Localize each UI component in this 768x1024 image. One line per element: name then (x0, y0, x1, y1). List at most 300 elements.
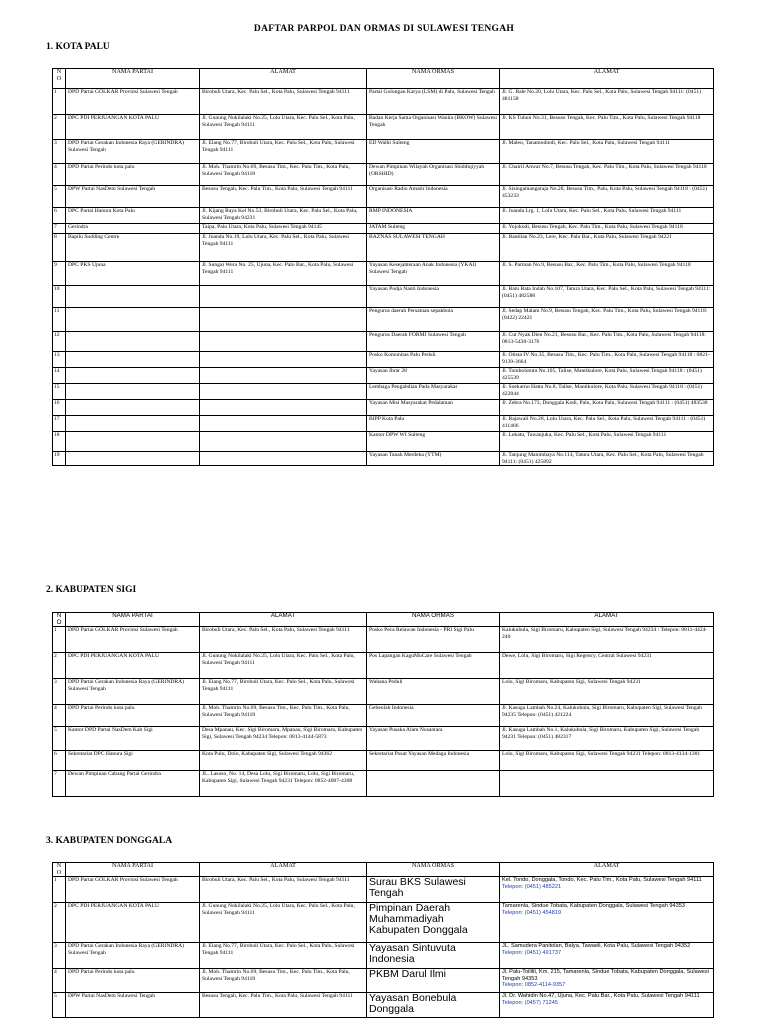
cell-ormas (367, 943, 500, 969)
cell-partai (66, 432, 200, 452)
cell-text: Jl. Moh. Thamrin No.69, Besusu Tim., Kec. Palu Tim., Kota Palu, Sulawesi Tengah 94118 (202, 705, 350, 718)
cell-text: Dewan Pimpinan Wilayah Organisasi Shiddiqiyyah (ORSHID) (369, 164, 485, 177)
cell-alamat (200, 352, 367, 368)
cell-text: Besusu Tengah, Kec. Palu Tim., Kota Palu, Sulawesi Tengah 94111 (202, 186, 353, 192)
cell-text: Jl. Sedap Malam No.9, Besusu Tengah, Kec. Palu Tim., Kota Palu, Sulawesi Tengah 94118: (0422) 22421 (502, 308, 708, 321)
cell-no (53, 332, 66, 352)
cell-text: Partai Golongan Karya (LSM) di Palu, Sulawesi Tengah (369, 89, 495, 95)
cell-partai (66, 727, 200, 751)
cell-partai (66, 751, 200, 771)
cell-alamat2 (500, 234, 714, 262)
cell-text: Jl. Elang No.77, Birobuli Utara, Kec. Palu Sel., Kota Palu, Sulawesi Tengah 94111 (202, 140, 355, 153)
column-header-alamat: ALAMAT (200, 863, 367, 877)
table-row (53, 993, 714, 1018)
cell-text: Jl. Bantilan No.23, Lere, Kec. Palu Bar., Kota Palu, Sulawesi Tengah 94221 (502, 234, 672, 240)
cell-text: Pengurus daerah Persatuan sepakbola (369, 308, 454, 314)
table-row (53, 653, 714, 679)
cell-alamat2 (500, 877, 714, 903)
cell-text: JL. Lasoso, No. 14, Desa Lolu, Sigi Biromaru, Lolu, Sigi Biromaru, Kabupaten Sigi, Sulawesi Tengah 94231 Telepon: 0852-4007-4308 (202, 771, 355, 784)
cell-text: Jl. G. Bale No.20, Lolu Utara, Kec. Palu Sel., Kota Palu, Sulawesi Tengah 94111: (0451) 481158 (502, 89, 702, 102)
section-title-kabupaten-donggala: 3. KABUPATEN DONGGALA (46, 836, 173, 846)
cell-text: BIPP Kota Palu (369, 416, 405, 422)
cell-alamat (200, 751, 367, 771)
column-header-no: N O (53, 69, 66, 89)
cell-ormas (367, 384, 500, 400)
table-row (53, 332, 714, 352)
cell-no (53, 186, 66, 208)
cell-alamat2 (500, 352, 714, 368)
cell-text: 4 (54, 969, 57, 976)
column-header-nama-partai: NAMA PARTAI (66, 863, 200, 877)
cell-text: Yayasan Bonebula Donggala (369, 992, 457, 1016)
cell-partai (66, 400, 200, 416)
cell-alamat (200, 262, 367, 286)
cell-text: 14 (54, 368, 60, 374)
cell-text: 2 (54, 903, 57, 910)
cell-no (53, 140, 66, 164)
cell-text: Yayasan Pudja Nanti Indonesia (369, 286, 439, 292)
phone-link[interactable]: Telepon: (0451) 491737 (502, 949, 562, 956)
column-header-alamat: ALAMAT (200, 69, 367, 89)
cell-text: ED Walhi Sulteng (369, 140, 410, 146)
cell-alamat (200, 653, 367, 679)
section-title-kota-palu: 1. KOTA PALU (46, 42, 110, 52)
cell-alamat2 (500, 416, 714, 432)
cell-text: Kantor DPW WI Sulteng (369, 432, 426, 438)
cell-no (53, 969, 66, 993)
cell-alamat (200, 627, 367, 653)
cell-alamat2 (500, 705, 714, 727)
table-row (53, 416, 714, 432)
cell-text: Jl. KS Tubun No.31, Besusu Tengah, Kec. Palu Tim., Kota Palu, Sulawesi Tengah 94118 (502, 115, 701, 121)
cell-text: DPD Partai GOLKAR Provinsi Sulawesi Tengah (68, 89, 178, 95)
cell-text: Jl. Maleo, Tanamodindi, Kec. Palu Sel., Kota Palu, Sulawesi Tengah 94111 (502, 140, 671, 146)
cell-text: DPD Partai Gerakan Indonesia Raya (GERINDRA) Sulawesi Tengah (68, 679, 185, 692)
cell-alamat (200, 993, 367, 1018)
cell-partai (66, 186, 200, 208)
cell-text: Jl. Dr. Wahidin No.47, Ujuna, Kec. Palu Bar., Kota Palu, Sulawesi Tengah 94111 (502, 993, 700, 1000)
cell-text: Wahana Peduli (369, 679, 403, 686)
column-header-alamat: ALAMAT (200, 613, 367, 627)
cell-text: Kel. Tondo, Donggala, Tondo, Kec. Palu Tim., Kota Palu, Sulawesi Tengah 94111 (502, 877, 702, 884)
cell-text: Jl. Elang No.77, Birobuli Utara, Kec. Palu Sel., Kota Palu, Sulawesi Tengah 94111 (202, 943, 355, 956)
cell-alamat (200, 208, 367, 224)
cell-no (53, 727, 66, 751)
cell-partai (66, 452, 200, 466)
cell-partai (66, 234, 200, 262)
cell-ormas (367, 416, 500, 432)
cell-alamat (200, 384, 367, 400)
cell-partai (66, 771, 200, 797)
cell-text: Birobuli Utara, Kec. Palu Sel., Kota Palu, Sulawesi Tengah 94111 (202, 89, 350, 95)
cell-text: Jl. Chairil Anwar No.7, Besusu Tengah, Kec. Palu Tim., Kota Palu, Sulawesi Tengah 94118 (502, 164, 707, 170)
cell-text: Jl. Cut Nyak Dien No.21, Besusu Bar., Kec. Palu Tim., Kota Palu, Sulawesi Tengah 94118: 0813-5430-3176 (502, 332, 706, 345)
cell-text: 17 (54, 416, 60, 422)
cell-ormas (367, 89, 500, 115)
cell-ormas (367, 432, 500, 452)
cell-ormas (367, 400, 500, 416)
cell-no (53, 286, 66, 308)
table-row (53, 368, 714, 384)
cell-text: 15 (54, 384, 60, 390)
cell-alamat2 (500, 140, 714, 164)
cell-partai (66, 993, 200, 1018)
cell-alamat2 (500, 89, 714, 115)
cell-text: Tamarenla, Sindue Tobata, Kabupaten Donggala, Sulawesi Tengah 94353 (502, 903, 685, 910)
cell-alamat2 (500, 286, 714, 308)
cell-no (53, 751, 66, 771)
cell-no (53, 705, 66, 727)
cell-text: RMP INDONESIA (369, 208, 413, 214)
table-kota-palu (52, 68, 714, 466)
table-row (53, 432, 714, 452)
cell-text: Yayasan Tanah Merdeka (YTM) (369, 452, 442, 458)
column-header-alamat2: ALAMAT (500, 863, 714, 877)
cell-text: DPC PKS Ujuna (68, 262, 106, 268)
cell-alamat2 (500, 452, 714, 466)
cell-alamat (200, 877, 367, 903)
cell-text: 7 (54, 224, 57, 230)
cell-alamat2 (500, 400, 714, 416)
cell-alamat (200, 234, 367, 262)
cell-text: Dewan Pimpinan Cabang Partai Gerindra (68, 771, 161, 778)
cell-ormas (367, 234, 500, 262)
cell-text: 18 (54, 432, 60, 438)
cell-alamat (200, 224, 367, 234)
cell-no (53, 234, 66, 262)
cell-text: 12 (54, 332, 60, 338)
cell-text: Lembaga Pengabdian Pada Masyarakat (369, 384, 458, 390)
cell-text: DPC Partai Hanura Kota Palu (68, 208, 135, 214)
cell-ormas (367, 727, 500, 751)
cell-text: Jl. Gunung Nokilalaki No.25, Lolu Utara, Kec. Palu Sel., Kota Palu, Sulawesi Tengah 94111 (202, 903, 355, 916)
cell-alamat2 (500, 368, 714, 384)
cell-partai (66, 115, 200, 140)
table-header-row (53, 863, 714, 877)
cell-partai (66, 679, 200, 705)
cell-ormas (367, 115, 500, 140)
table-row (53, 400, 714, 416)
cell-text: Jl. Kasuga Lambah No.24, Kalukubula, Sigi Biromaru, Kabupaten Sigi, Sulawesi Tengah 94235 Telepon: (0451) 421224 (502, 705, 702, 718)
cell-text: Posko Komunitas Palu Peduli (369, 352, 436, 358)
cell-text: Jl. Sisingamangaraja No.28, Besusu Tim., Palu, Kota Palu, Sulawesi Tengah 94118 : (0451) 453233 (502, 186, 708, 199)
cell-alamat2 (500, 308, 714, 332)
table-row (53, 286, 714, 308)
cell-text: DPD Partai Perindo kota palu (68, 164, 135, 170)
column-header-no: N O (53, 863, 66, 877)
phone-link[interactable]: Telepon: (0457) 71245 (502, 999, 558, 1006)
cell-partai (66, 416, 200, 432)
cell-no (53, 384, 66, 400)
cell-alamat (200, 332, 367, 352)
cell-ormas (367, 653, 500, 679)
cell-ormas (367, 368, 500, 384)
cell-text: Jl. Gunung Nokilalaki No.25, Lolu Utara, Kec. Palu Sel., Kota Palu, Sulawesi Tengah 94111 (202, 115, 355, 128)
cell-text: Badan Kerja Sama Organisasi Wanita (BKOW) Sulawesi Tengah (369, 115, 497, 128)
cell-text: Posko Peca Relawan Indonesia - PRI Sigi Palu (369, 627, 474, 634)
cell-alamat2 (500, 727, 714, 751)
cell-partai (66, 286, 200, 308)
cell-text: 16 (54, 400, 60, 406)
cell-ormas (367, 751, 500, 771)
cell-text: Pengurus Daerah FORMI Sulawesi Tengah (369, 332, 466, 338)
phone-link[interactable]: Telepon: (0451) 485221 (502, 883, 562, 890)
cell-no (53, 943, 66, 969)
cell-alamat2 (500, 115, 714, 140)
cell-text: Jl. Sungai Wera No. 25, Ujuna, Kec. Palu Bar., Kota Palu, Sulawesi Tengah 94111 (202, 262, 354, 275)
cell-text: DPD Partai GOLKAR Provinsi Sulawesi Tengah (68, 627, 178, 634)
cell-text: 5 (54, 727, 57, 734)
cell-text: DPD Partai GOLKAR Provinsi Sulawesi Tengah (68, 877, 178, 884)
cell-alamat (200, 432, 367, 452)
table-row (53, 262, 714, 286)
cell-text: DPC PDI PERJUANGAN KOTA PALU (68, 115, 160, 121)
cell-text: Organisasi Radio Amatir Indonesia (369, 186, 448, 192)
cell-text: PKBM Darul Ilmi (369, 968, 447, 981)
cell-alamat (200, 164, 367, 186)
cell-alamat (200, 115, 367, 140)
cell-partai (66, 208, 200, 224)
cell-text: Jl. Palu-Toililit, Km. 215, Tamarenla, Sindue Tobata, Kabupaten Donggala, Sulawesi Tengah 94353 (502, 969, 709, 982)
cell-text: Yayasan Kesejahteraan Anak Indonesia (YKAI) Sulawesi Tengah (369, 262, 477, 275)
cell-text: Gebeolab Indonesia (369, 705, 414, 712)
cell-text: Jl. Elang No.77, Birobuli Utara, Kec. Palu Sel., Kota Palu, Sulawesi Tengah 94111 (202, 679, 355, 692)
cell-ormas (367, 627, 500, 653)
cell-text: 3 (54, 943, 57, 950)
cell-text: 11 (54, 308, 60, 314)
table-row (53, 943, 714, 969)
cell-alamat (200, 771, 367, 797)
cell-partai (66, 262, 200, 286)
section-title-kabupaten-sigi: 2. KABUPATEN SIGI (46, 585, 137, 595)
cell-partai (66, 332, 200, 352)
column-header-nama-ormas: NAMA ORMAS (367, 69, 500, 89)
cell-text: 8 (54, 234, 57, 240)
cell-text: Dewe, Lolu, Sigi Biromaru, Sigi Regency, Central Sulawesi 94231 (502, 653, 652, 660)
cell-alamat (200, 368, 367, 384)
cell-alamat2 (500, 332, 714, 352)
cell-no (53, 452, 66, 466)
cell-no (53, 400, 66, 416)
cell-text: DPW Partai NasDem Sulawesi Tengah (68, 186, 156, 192)
cell-text: Jl. S. Parman No.9, Besusu Bar., Kec. Palu Tim., Kota Palu, Sulawesi Tengah 94118 (502, 262, 691, 268)
table-row (53, 234, 714, 262)
cell-no (53, 208, 66, 224)
cell-partai (66, 877, 200, 903)
cell-ormas (367, 705, 500, 727)
table-row (53, 727, 714, 751)
cell-alamat2 (500, 262, 714, 286)
column-header-nama-ormas: NAMA ORMAS (367, 863, 500, 877)
cell-alamat2 (500, 627, 714, 653)
cell-ormas (367, 969, 500, 993)
cell-text: Gerindra (68, 224, 88, 230)
cell-ormas (367, 286, 500, 308)
cell-ormas (367, 308, 500, 332)
cell-text: Jl. Soekarno Hatta No.8, Talise, Mantikulore, Kota Palu, Sulawesi Tengah 94118 : (0451) 422844 (502, 384, 703, 397)
cell-text: 6 (54, 751, 57, 758)
cell-text: Jl. Juanda Lrg. 1, Lolu Utara, Kec. Palu Sel., Kota Palu, Sulawesi Tengah 94111 (502, 208, 682, 214)
table-row (53, 115, 714, 140)
cell-alamat (200, 943, 367, 969)
cell-text: Jl. Moh. Thamrin No.69, Besusu Tim., Kec. Palu Tim., Kota Palu, Sulawesi Tengah 94118 (202, 164, 350, 177)
cell-text: BAZNAS SULAWESI TENGAH (369, 234, 445, 240)
document-title: DAFTAR PARPOL DAN ORMAS DI SULAWESI TENGAH (253, 24, 515, 34)
cell-alamat2 (500, 208, 714, 224)
cell-alamat (200, 308, 367, 332)
cell-text: 10 (54, 286, 60, 292)
cell-alamat (200, 186, 367, 208)
cell-text: Jl. Kasuga Lambah No.1, Kalukubula, Sigi Biromaru, Kabupaten Sigi, Sulawesi Tengah 94231 Telepon: (0451) 482317 (502, 727, 700, 740)
table-row (53, 903, 714, 943)
cell-text: Jl. Batu Bata Indah No.107, Tatura Utara, Kec. Palu Sel., Kota Palu, Sulawesi Tengah 94111: (0451) 482588 (502, 286, 711, 299)
cell-no (53, 352, 66, 368)
table-row (53, 140, 714, 164)
cell-no (53, 115, 66, 140)
table-header-row (53, 613, 714, 627)
cell-alamat (200, 679, 367, 705)
cell-text: 4 (54, 705, 57, 712)
cell-text: Desa Mpanau, Kec. Sigi Biromaru, Mpanau, Sigi Biromaru, Kabupaten Sigi, Sulawesi Tengah 94234 Telepon: 0813-4144-5873 (202, 727, 363, 740)
cell-text: DPD Partai Perindo kota palu (68, 705, 135, 712)
table-row (53, 969, 714, 993)
column-header-alamat2: ALAMAT (500, 69, 714, 89)
cell-text: Pos Lapangan KaguMuCare Sulawesi Tengah (369, 653, 472, 660)
cell-alamat (200, 705, 367, 727)
cell-alamat (200, 89, 367, 115)
cell-text: Pimpinan Daerah Muhammadiyah Kabupaten Donggala (369, 902, 468, 937)
cell-no (53, 679, 66, 705)
cell-no (53, 368, 66, 384)
table-row (53, 452, 714, 466)
cell-partai (66, 89, 200, 115)
cell-text: 5 (54, 186, 57, 192)
cell-text: Lolu, Sigi Biromaru, Kabupaten Sigi, Sulawesi Tengah 94231 (502, 679, 641, 686)
column-header-alamat2: ALAMAT (500, 613, 714, 627)
cell-text: Sekretariat Pusat Yayasan Medaga Indonesia (369, 751, 470, 758)
cell-text: Bapilu Sudding Centre (68, 234, 120, 240)
cell-text: 6 (54, 208, 57, 214)
column-header-nama-partai: NAMA PARTAI (66, 613, 200, 627)
table-row (53, 352, 714, 368)
cell-partai (66, 653, 200, 679)
cell-text: Jl. Otista IV No.35, Besusu Tim., Kec. Palu Tim., Kota Palu, Sulawesi Tengah 94118 : 0821-9139-3664 (502, 352, 710, 365)
cell-text: DPC PDI PERJUANGAN KOTA PALU (68, 653, 160, 660)
cell-text: Jl. Kijang Raya Kel No.53, Birobuli Utara, Kec. Palu Sel., Kota Palu, Sulawesi Tengah 94231 (202, 208, 358, 221)
cell-partai (66, 368, 200, 384)
cell-partai (66, 352, 200, 368)
cell-text: DPD Partai Gerakan Indonesia Raya (GERINDRA) Sulawesi Tengah (68, 140, 185, 153)
cell-text: Besusu Tengah, Kec. Palu Tim., Kota Palu, Sulawesi Tengah 94111 (202, 993, 353, 1000)
phone-link[interactable]: Telepon: (0451) 454819 (502, 909, 562, 916)
table-row (53, 384, 714, 400)
table-row (53, 89, 714, 115)
cell-text: Yayasan Pusaka Alam Nusantara (369, 727, 443, 734)
cell-text: DPD Partai Gerakan Indonesia Raya (GERINDRA) Sulawesi Tengah (68, 943, 185, 956)
cell-partai (66, 384, 200, 400)
cell-text: Jl. Lekatu, Tawanjuka, Kec. Palu Sel., Kota Palu, Sulawesi Tengah 94111 (502, 432, 667, 438)
table-row (53, 208, 714, 224)
cell-alamat2 (500, 903, 714, 943)
cell-partai (66, 224, 200, 234)
cell-no (53, 627, 66, 653)
cell-alamat (200, 452, 367, 466)
cell-no (53, 416, 66, 432)
cell-no (53, 164, 66, 186)
cell-no (53, 771, 66, 797)
column-header-nama-ormas: NAMA ORMAS (367, 613, 500, 627)
cell-text: Jl. Yojokodi, Besusu Tengah, Kec. Palu Tim., Kota Palu, Sulawesi Tengah 94118 (502, 224, 683, 230)
table-row (53, 679, 714, 705)
cell-partai (66, 969, 200, 993)
cell-text: DPD Partai Perindo kota palu (68, 969, 135, 976)
cell-text: Kantor DPD Partai NasDem Kab Sigi (68, 727, 153, 734)
cell-ormas (367, 352, 500, 368)
cell-text: 3 (54, 679, 57, 686)
cell-text: JL. Samudera Panitolan, Balya, Tawaeli, Kota Palu, Sulawesi Tengah 94352 (502, 943, 691, 950)
cell-text: 2 (54, 115, 57, 121)
cell-alamat2 (500, 164, 714, 186)
cell-text: JATAM Sulteng (369, 224, 406, 230)
cell-alamat2 (500, 679, 714, 705)
cell-text: 1 (54, 627, 57, 634)
phone-link[interactable]: Telepon: 0852-4114-9357 (502, 982, 566, 989)
table-row (53, 751, 714, 771)
cell-ormas (367, 208, 500, 224)
cell-text: 5 (54, 993, 57, 1000)
table-kabupaten-sigi (52, 612, 714, 797)
cell-no (53, 877, 66, 903)
cell-alamat2 (500, 969, 714, 993)
cell-text: 4 (54, 164, 57, 170)
cell-ormas (367, 993, 500, 1018)
cell-no (53, 89, 66, 115)
table-header-row (53, 69, 714, 89)
cell-text: Birobuli Utara, Kec. Palu Sel., Kota Palu, Sulawesi Tengah 94111 (202, 627, 350, 634)
table-row (53, 224, 714, 234)
cell-no (53, 262, 66, 286)
cell-text: Birobuli Utara, Kec. Palu Sel., Kota Palu, Sulawesi Tengah 94111 (202, 877, 350, 884)
cell-ormas (367, 186, 500, 208)
cell-text: Kota Pulu, Dolo, Kabupaten Sigi, Sulawesi Tengah 94362 (202, 751, 333, 758)
cell-text: 19 (54, 452, 60, 458)
cell-ormas (367, 452, 500, 466)
cell-text: Surau BKS Sulawesi Tengah (369, 876, 466, 900)
cell-alamat2 (500, 751, 714, 771)
cell-partai (66, 140, 200, 164)
table-row (53, 164, 714, 186)
column-header-no: N O (53, 613, 66, 627)
cell-ormas (367, 332, 500, 352)
cell-alamat2 (500, 771, 714, 797)
cell-partai (66, 627, 200, 653)
cell-no (53, 224, 66, 234)
cell-alamat2 (500, 384, 714, 400)
table-row (53, 308, 714, 332)
cell-partai (66, 164, 200, 186)
cell-text: 1 (54, 89, 57, 95)
cell-alamat (200, 903, 367, 943)
table-row (53, 186, 714, 208)
cell-text: DPW Partai NasDem Sulawesi Tengah (68, 993, 156, 1000)
cell-text: Jl. Juanda No.19, Lolu Utara, Kec. Palu Sel., Kota Palu, Sulawesi Tengah 94111 (202, 234, 349, 247)
cell-alamat (200, 416, 367, 432)
cell-alamat2 (500, 224, 714, 234)
cell-text: Taipa, Palu Utara, Kota Palu, Sulawesi Tengah 94145 (202, 224, 322, 230)
table-row (53, 877, 714, 903)
table-row (53, 771, 714, 797)
cell-ormas (367, 903, 500, 943)
